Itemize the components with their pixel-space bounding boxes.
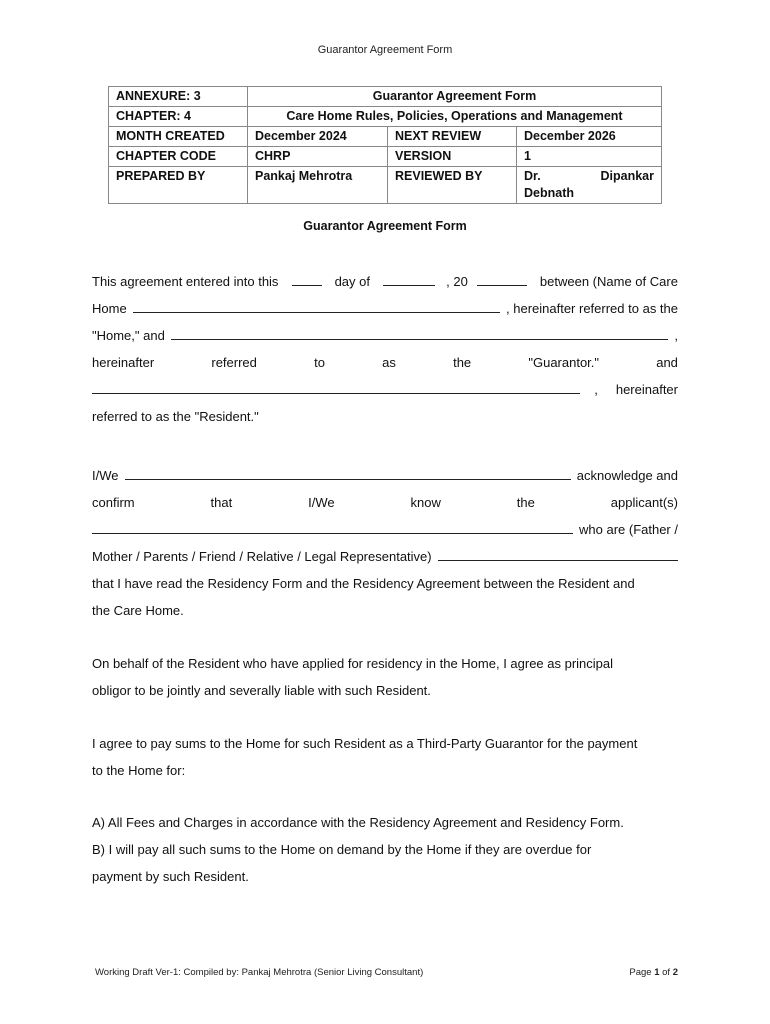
reviewed-by-title: Dr. xyxy=(524,169,541,183)
month-created-value: December 2024 xyxy=(248,127,388,147)
reviewed-by-first-name: Dipankar xyxy=(600,169,654,183)
text-word: I/We xyxy=(308,495,335,510)
guarantor-name-field[interactable] xyxy=(171,325,669,340)
text-segment: Mother / Parents / Friend / Relative / Legal Representative) xyxy=(92,549,432,564)
resident-name-field[interactable] xyxy=(92,379,580,394)
annexure-cell: ANNEXURE: 3 xyxy=(109,87,248,107)
reviewed-by-line xyxy=(524,168,654,185)
of-word: of xyxy=(662,967,671,978)
document-title: Guarantor Agreement Form xyxy=(303,219,467,233)
chapter-cell: CHAPTER: 4 xyxy=(109,107,248,127)
text-word: "Guarantor." xyxy=(528,355,600,370)
payment-paragraph xyxy=(92,730,678,784)
payment-terms-list xyxy=(92,809,678,890)
version-label: VERSION xyxy=(388,147,517,167)
liability-paragraph xyxy=(92,650,678,704)
next-review-label: NEXT REVIEW xyxy=(388,127,517,147)
text-segment: who are (Father / xyxy=(579,522,678,537)
text-word: know xyxy=(410,495,441,510)
acknowledgement-paragraph xyxy=(92,462,678,624)
list-item-continuation: payment by such Resident. xyxy=(92,869,249,884)
text-line xyxy=(92,376,678,403)
list-item: B) I will pay all such sums to the Home on demand by the Home if they are overdue for xyxy=(92,842,592,857)
text-segment: hereinafter xyxy=(615,382,678,397)
text-line: I agree to pay sums to the Home for such Resident as a Third-Party Guarantor for the payment xyxy=(92,736,638,751)
text-word: the xyxy=(516,495,535,510)
text-word: the xyxy=(453,355,472,370)
footer-page-number xyxy=(629,967,678,978)
text-line xyxy=(92,268,678,295)
reviewed-by-label: REVIEWED BY xyxy=(388,167,517,204)
text-line: that I have read the Residency Form and the Residency Agreement between the Resident and xyxy=(92,576,635,591)
text-line: referred to as the "Resident." xyxy=(92,409,259,424)
text-word: and xyxy=(656,355,678,370)
text-line xyxy=(92,295,678,322)
reviewed-by-surname: Debnath xyxy=(524,186,574,200)
text-line: to the Home for: xyxy=(92,763,186,778)
text-word: applicant(s) xyxy=(610,495,678,510)
text-segment: "Home," and xyxy=(92,328,165,343)
table-row xyxy=(109,127,662,147)
page-header: Guarantor Agreement Form xyxy=(317,44,453,56)
month-created-label: MONTH CREATED xyxy=(109,127,248,147)
text-segment: Home xyxy=(92,301,127,316)
list-item: A) All Fees and Charges in accordance with the Residency Agreement and Residency Form. xyxy=(92,815,624,830)
text-segment: , 20 xyxy=(446,274,468,289)
chapter-code-value: CHRP xyxy=(248,147,388,167)
applicant-name-field[interactable] xyxy=(92,519,573,534)
month-field[interactable] xyxy=(383,271,435,286)
prepared-by-label: PREPARED BY xyxy=(109,167,248,204)
prepared-by-value: Pankaj Mehrotra xyxy=(248,167,388,204)
next-review-value: December 2026 xyxy=(517,127,662,147)
table-row xyxy=(109,147,662,167)
text-line xyxy=(92,349,678,376)
table-row xyxy=(109,87,662,107)
day-field[interactable] xyxy=(292,271,322,286)
text-line xyxy=(92,322,678,349)
text-word: as xyxy=(382,355,396,370)
text-segment: between (Name of Care xyxy=(539,274,678,289)
text-segment: , hereinafter referred to as the xyxy=(506,301,678,316)
text-line: the Care Home. xyxy=(92,603,184,618)
text-word: referred xyxy=(211,355,257,370)
page-word: Page xyxy=(629,967,652,978)
text-line xyxy=(92,516,678,543)
text-word: confirm xyxy=(92,495,135,510)
acknowledger-name-field[interactable] xyxy=(125,465,571,480)
text-line: On behalf of the Resident who have applied for residency in the Home, I agree as principal xyxy=(92,656,614,671)
year-field[interactable] xyxy=(477,271,527,286)
text-word: that xyxy=(210,495,233,510)
agreement-paragraph xyxy=(92,268,678,430)
page-total: 2 xyxy=(672,967,678,978)
text-word: to xyxy=(314,355,325,370)
table-row xyxy=(109,107,662,127)
text-line: obligor to be jointly and severally liable with such Resident. xyxy=(92,683,431,698)
care-home-name-field[interactable] xyxy=(133,298,500,313)
text-segment: , xyxy=(594,382,598,397)
relationship-field[interactable] xyxy=(438,546,678,561)
text-segment: acknowledge and xyxy=(576,468,678,483)
chapter-code-label: CHAPTER CODE xyxy=(109,147,248,167)
page-number: 1 xyxy=(654,967,660,978)
text-segment: day of xyxy=(334,274,370,289)
chapter-title-cell: Care Home Rules, Policies, Operations and Management xyxy=(248,107,662,127)
text-word: hereinafter xyxy=(92,355,155,370)
table-row xyxy=(109,167,662,204)
document-info-table xyxy=(108,86,662,204)
form-title-cell: Guarantor Agreement Form xyxy=(248,87,662,107)
text-line xyxy=(92,543,678,570)
text-segment: This agreement entered into this xyxy=(92,274,279,289)
reviewed-by-value xyxy=(517,167,662,204)
version-value: 1 xyxy=(517,147,662,167)
text-segment: , xyxy=(674,328,678,343)
text-line xyxy=(92,489,678,516)
text-segment: I/We xyxy=(92,468,119,483)
text-line xyxy=(92,462,678,489)
footer-compiled-by: Working Draft Ver-1: Compiled by: Pankaj Mehrotra (Senior Living Consultant) xyxy=(95,967,424,978)
